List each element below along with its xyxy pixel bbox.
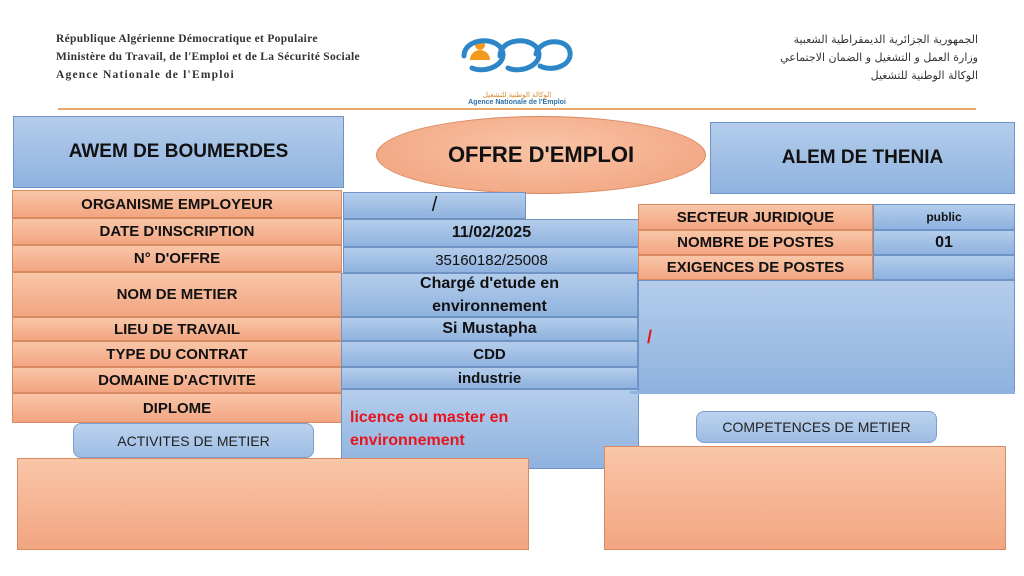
metier-label: NOM DE METIER [12,272,342,317]
logo-caption-ar: الوكالة الوطنية للتشغيل [482,91,552,99]
contrat-label: TYPE DU CONTRAT [12,341,342,367]
lieu-value: Si Mustapha [341,317,638,341]
organisme-label: ORGANISME EMPLOYEUR [12,190,342,218]
organisme-value: / [343,192,526,219]
diplome-label: DIPLOME [12,393,342,423]
header-fr-line2: Ministère du Travail, de l'Emploi et de La Sécurité Sociale [56,51,360,63]
exigences-label: EXIGENCES DE POSTES [638,255,873,280]
offre-value: 35160182/25008 [343,247,640,273]
header-fr-line1: République Algérienne Démocratique et Populaire [56,33,318,45]
diplome-box [341,389,639,469]
header-ar-line1: الجمهورية الجزائرية الديمقراطية الشعبية [793,33,978,46]
contrat-value: CDD [341,341,638,367]
postes-label: NOMBRE DE POSTES [638,230,873,255]
logo-caption-fr: Agence Nationale de l'Emploi [468,99,566,106]
date-label: DATE D'INSCRIPTION [12,218,342,245]
exigences-header-cell [873,255,1015,280]
awem-box: AWEM DE BOUMERDES [13,116,344,188]
exigences-value: / [647,327,653,347]
exigences-underline [630,391,1015,394]
ane-logo-icon [456,30,578,86]
header-divider [58,108,976,110]
diplome-value: licence ou master en environnement [350,409,509,449]
metier-value: Chargé d'etude en environnement [341,273,638,317]
offre-label: N° D'OFFRE [12,245,342,272]
header-ar-line3: الوكالة الوطنية للتشغيل [870,69,978,82]
lieu-label: LIEU DE TRAVAIL [12,317,342,341]
header-fr-line3: Agence Nationale de l'Emploi [56,69,235,81]
date-value: 11/02/2025 [343,219,640,247]
competences-box [604,446,1006,550]
exigences-box [638,280,1015,392]
activites-box [17,458,529,550]
domaine-label: DOMAINE D'ACTIVITE [12,367,342,393]
header-ar-line2: وزارة العمل و التشغيل و الضمان الاجتماعي [780,51,978,64]
secteur-label: SECTEUR JURIDIQUE [638,204,873,230]
ane-logo [456,30,578,104]
competences-metier-button[interactable]: COMPETENCES DE METIER [696,411,937,443]
title-ellipse: OFFRE D'EMPLOI [376,116,706,194]
activites-metier-button[interactable]: ACTIVITES DE METIER [73,423,314,458]
secteur-value: public [873,204,1015,230]
postes-value: 01 [873,230,1015,255]
alem-box: ALEM DE THENIA [710,122,1015,194]
domaine-value: industrie [341,367,638,389]
